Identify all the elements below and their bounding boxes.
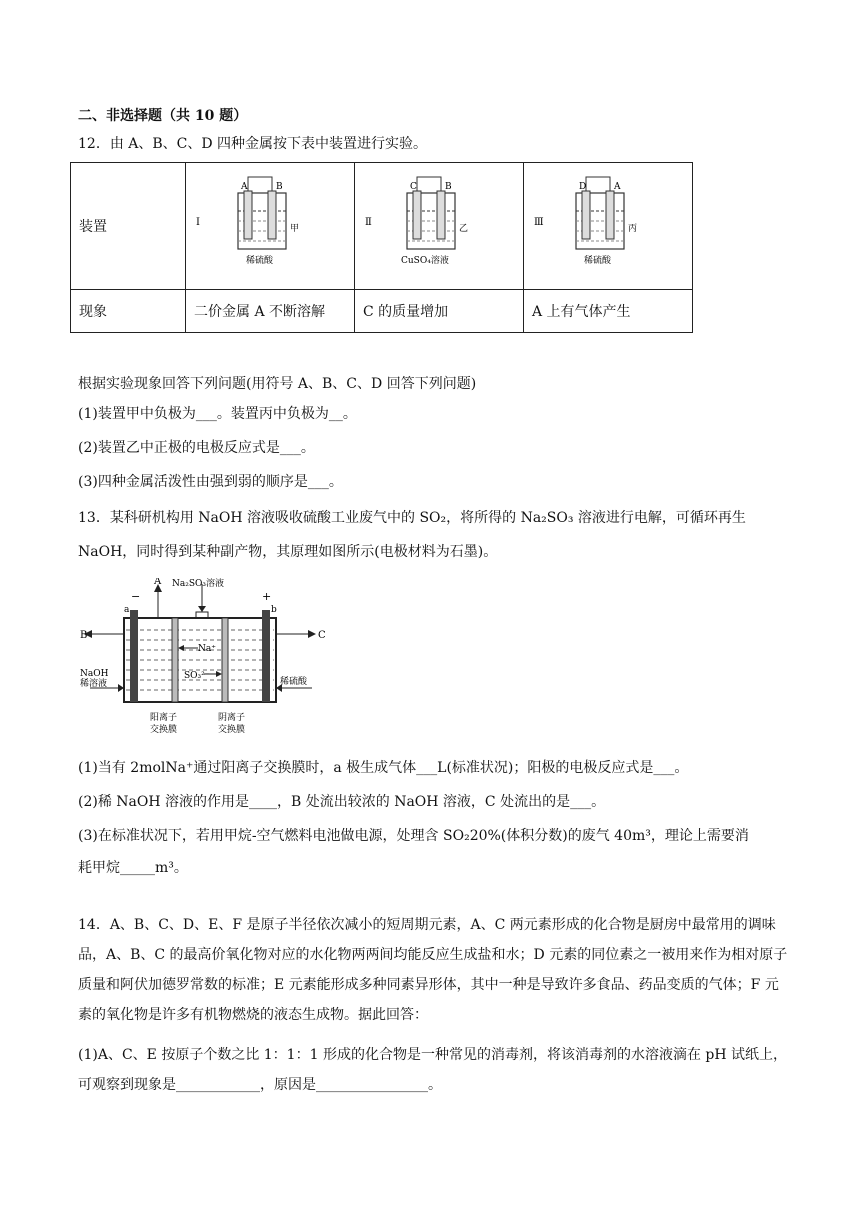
table-label-device: 装置 <box>71 163 186 290</box>
device-2-solution: CuSO₄溶液 <box>401 256 449 266</box>
device-3-diagram <box>524 163 692 285</box>
device-3-name: 丙 <box>628 224 638 234</box>
phenomenon-1: 二价金属 A 不断溶解 <box>186 290 355 333</box>
q13-sub2: (2)稀 NaOH 溶液的作用是____，B 处流出较浓的 NaOH 溶液，C 处流出的是___。 <box>78 794 606 810</box>
device-3-solution: 稀硫酸 <box>584 256 612 266</box>
label-electrode-a: a <box>124 605 130 615</box>
label-ion-na: Na⁺ <box>198 644 216 654</box>
device-2-right: B <box>445 182 452 192</box>
table-label-phenomenon: 现象 <box>71 290 186 333</box>
label-electrode-b: b <box>271 605 277 615</box>
q12-table <box>70 162 693 333</box>
device-1 <box>186 163 355 290</box>
label-out-B: B <box>80 630 88 641</box>
q12-stem: 12．由 A、B、C、D 四种金属按下表中装置进行实验。 <box>78 136 428 152</box>
device-2-diagram <box>355 163 523 285</box>
label-naoh-2: 稀溶液 <box>80 679 108 689</box>
phenomenon-3: A 上有气体产生 <box>524 290 693 333</box>
label-inlet: Na₂SO₃溶液 <box>172 579 225 589</box>
device-1-roman: Ⅰ <box>196 217 200 228</box>
q12-intro: 根据实验现象回答下列问题(用符号 A、B、C、D 回答下列问题) <box>78 376 477 392</box>
q12-sub1: (1)装置甲中负极为___。装置丙中负极为__。 <box>78 406 357 422</box>
label-A: A <box>154 578 162 587</box>
label-mem2-2: 交换膜 <box>218 725 246 735</box>
electrolysis-diagram <box>80 578 330 738</box>
device-1-diagram <box>186 163 354 285</box>
label-mem1-2: 交换膜 <box>150 725 178 735</box>
q14-stem: 14．A、B、C、D、E、F 是原子半径依次减小的短周期元素，A、C 两元素形成的化合物是厨房中最常用的调味品，A、B、C 的最高价氧化物对应的水化物两两间均能反应生成盐和水；D 元素的同位素之一被用来作为相对原子质量和阿伏加德罗常数的标准；E 元素能形成多种同素异形体，其中一种是导致许多食品、药品变质的气体；F 元素的氧化物是许多有机物燃烧的液态生成物。据此回答： <box>78 917 788 1023</box>
label-plus: + <box>262 590 272 603</box>
label-out-C: C <box>318 630 326 641</box>
device-1-solution: 稀硫酸 <box>246 256 274 266</box>
device-2-left: C <box>410 182 417 192</box>
q13-sub3-line2: 耗甲烷_____m³。 <box>78 860 188 876</box>
label-mem1-1: 阳离子 <box>150 713 178 723</box>
label-mem2-1: 阴离子 <box>218 713 246 723</box>
label-acid: 稀硫酸 <box>280 677 308 687</box>
phenomenon-2: C 的质量增加 <box>355 290 524 333</box>
device-2 <box>355 163 524 290</box>
device-3-roman: Ⅲ <box>534 217 544 228</box>
q13-stem-line1: 13．某科研机构用 NaOH 溶液吸收硫酸工业废气中的 SO₂，将所得的 Na₂SO₃ 溶液进行电解，可循环再生 <box>78 510 746 526</box>
q13-sub3-line1: (3)在标准状况下，若用甲烷-空气燃料电池做电源，处理含 SO₂20%(体积分数)的废气 40m³，理论上需要消 <box>78 828 749 844</box>
device-3-right: A <box>614 182 621 192</box>
q13-sub1: (1)当有 2molNa⁺通过阳离子交换膜时，a 极生成气体___L(标准状况)；阳极的电极反应式是___。 <box>78 760 689 776</box>
label-naoh-1: NaOH <box>80 669 109 679</box>
device-1-right: B <box>276 182 283 192</box>
device-3 <box>524 163 693 290</box>
label-ion-so: SO₃²⁻ <box>184 671 210 681</box>
device-1-name: 甲 <box>290 224 300 234</box>
section-title: 二、非选择题（共 10 题） <box>78 108 248 124</box>
device-3-left: D <box>579 182 587 192</box>
label-minus: − <box>131 590 141 603</box>
device-1-left: A <box>241 182 248 192</box>
q14-sub1: (1)A、C、E 按原子个数之比 1：1：1 形成的化合物是一种常见的消毒剂，将该消毒剂的水溶液滴在 pH 试纸上，可观察到现象是____________，原因是________________。 <box>78 1047 788 1093</box>
q12-sub3: (3)四种金属活泼性由强到弱的顺序是___。 <box>78 474 343 490</box>
device-2-name: 乙 <box>459 224 469 234</box>
q12-sub2: (2)装置乙中正极的电极反应式是___。 <box>78 440 315 456</box>
device-2-roman: Ⅱ <box>365 217 372 228</box>
q13-stem-line2: NaOH，同时得到某种副产物，其原理如图所示(电极材料为石墨)。 <box>78 544 498 560</box>
